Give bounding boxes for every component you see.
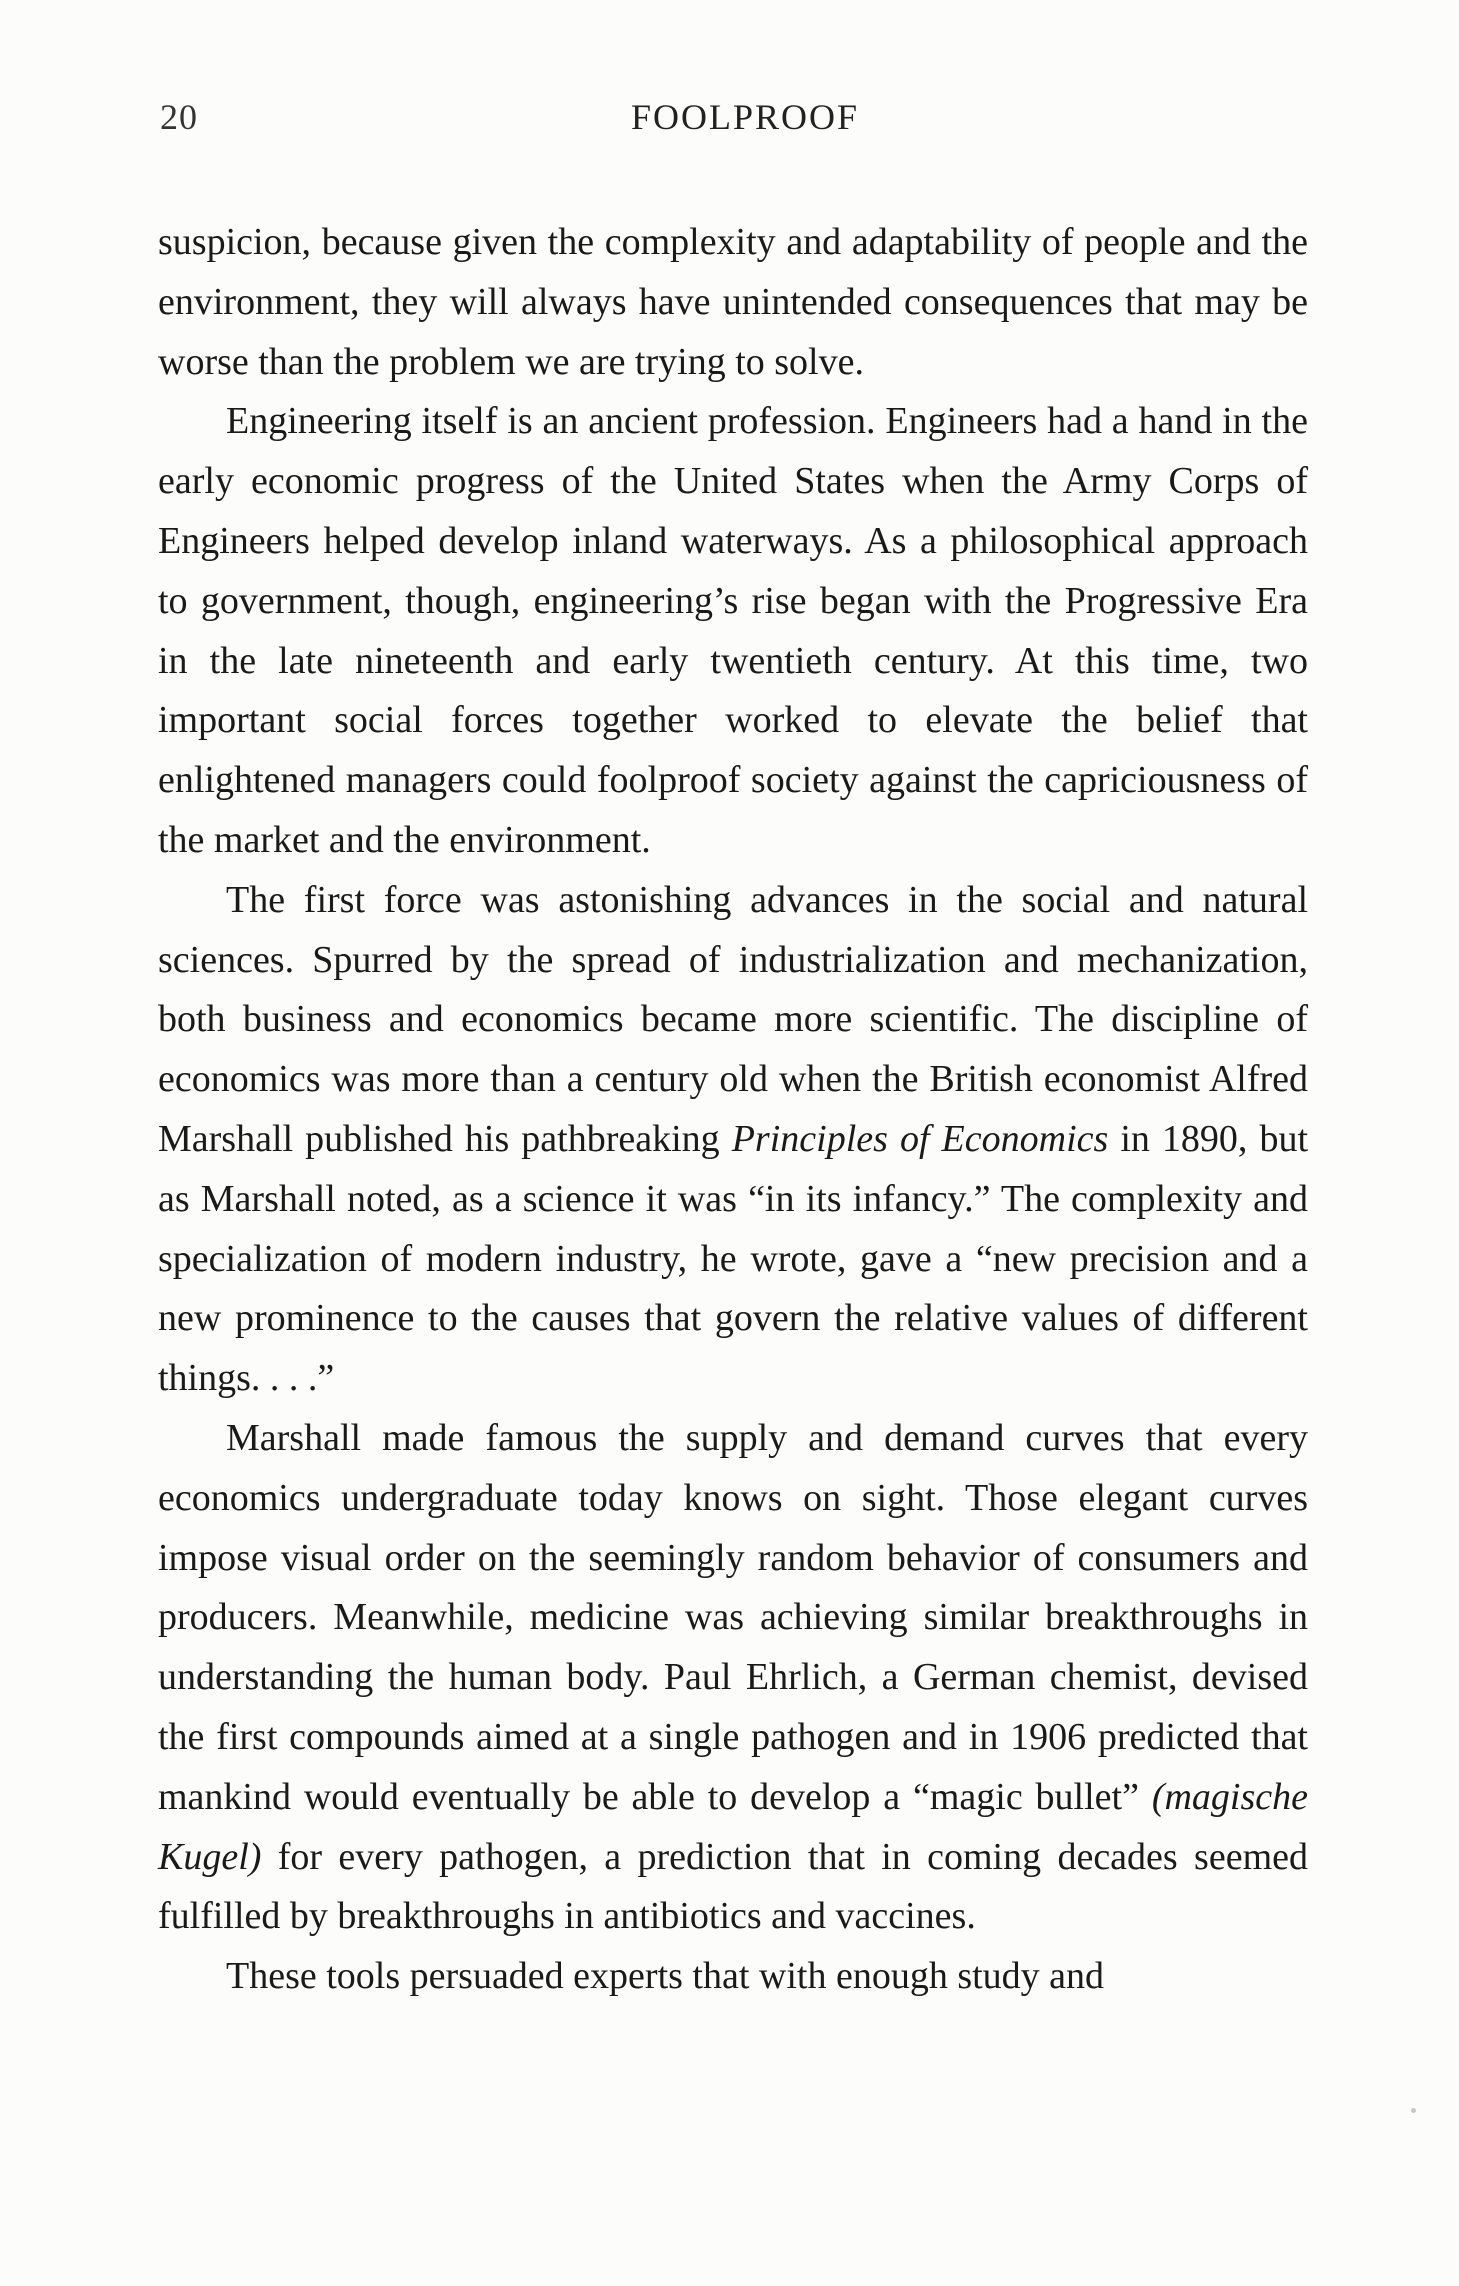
running-head — [0, 88, 1459, 148]
paragraph-text: These tools persuaded experts that with enough study and — [226, 1955, 1105, 1998]
book-title-italic: Principles of Economics — [731, 1117, 1109, 1160]
page-number: 20 — [160, 97, 198, 137]
foreign-term-italic: (magische Kugel) — [158, 1775, 1308, 1878]
paragraph-tools — [158, 1947, 1308, 2007]
paragraph-continued — [158, 213, 1308, 392]
paragraph-first-force — [158, 871, 1308, 1409]
paragraph-text-after: in 1890, but as Marshall noted, as a science it was “in its infancy.” The complexity and specialization of modern industry, he wrote, gave a “new precision and a new prominence to the causes that govern the relative values of different things. . . .” — [158, 1117, 1309, 1400]
paragraph-text: suspicion, because given the complexity and adaptability of people and the environment, they will always have unintended consequences that may be worse than the problem we are trying to solve. — [158, 221, 1308, 383]
paragraph-text: The first force was astonishing advances in the social and natural sciences. Spurred by the spread of industrialization and mechanization, both business and economics became more scientific. The discipline of economics was more than a century old when the British economist Alfred Marshall published his pathbreaking — [158, 878, 1308, 1160]
paragraph-text: Marshall made famous the supply and demand curves that every economics undergraduate today knows on sight. Those elegant curves impose visual order on the seemingly random behavior of consumers and producers. Meanwhile, medicine was achieving similar breakthroughs in understanding the human body. Paul Ehrlich, a German chemist, devised the first compounds aimed at a single pathogen and in 1906 predicted that mankind would eventually be able to develop a “magic bullet” — [158, 1416, 1308, 1818]
paragraph-text-after: for every pathogen, a prediction that in coming decades seemed fulfilled by breakthroughs in antibiotics and vaccines. — [158, 1835, 1308, 1938]
book-title: FOOLPROOF — [630, 97, 860, 137]
paragraph-text: Engineering itself is an ancient profession. Engineers had a hand in the early economic progress of the United States when the Army Corps of Engineers helped develop inland waterways. As a philosophical approach to government, though, engineering’s rise began with the Progressive Era in the late nineteenth and early twentieth century. At this time, two important social forces together worked to elevate the belief that enlightened managers could foolproof society against the capriciousness of the market and the environment. — [158, 400, 1308, 861]
paragraph-engineering — [158, 392, 1308, 870]
paper-speck — [1411, 2108, 1416, 2113]
body-text — [158, 213, 1308, 2007]
paragraph-marshall — [158, 1409, 1308, 1947]
